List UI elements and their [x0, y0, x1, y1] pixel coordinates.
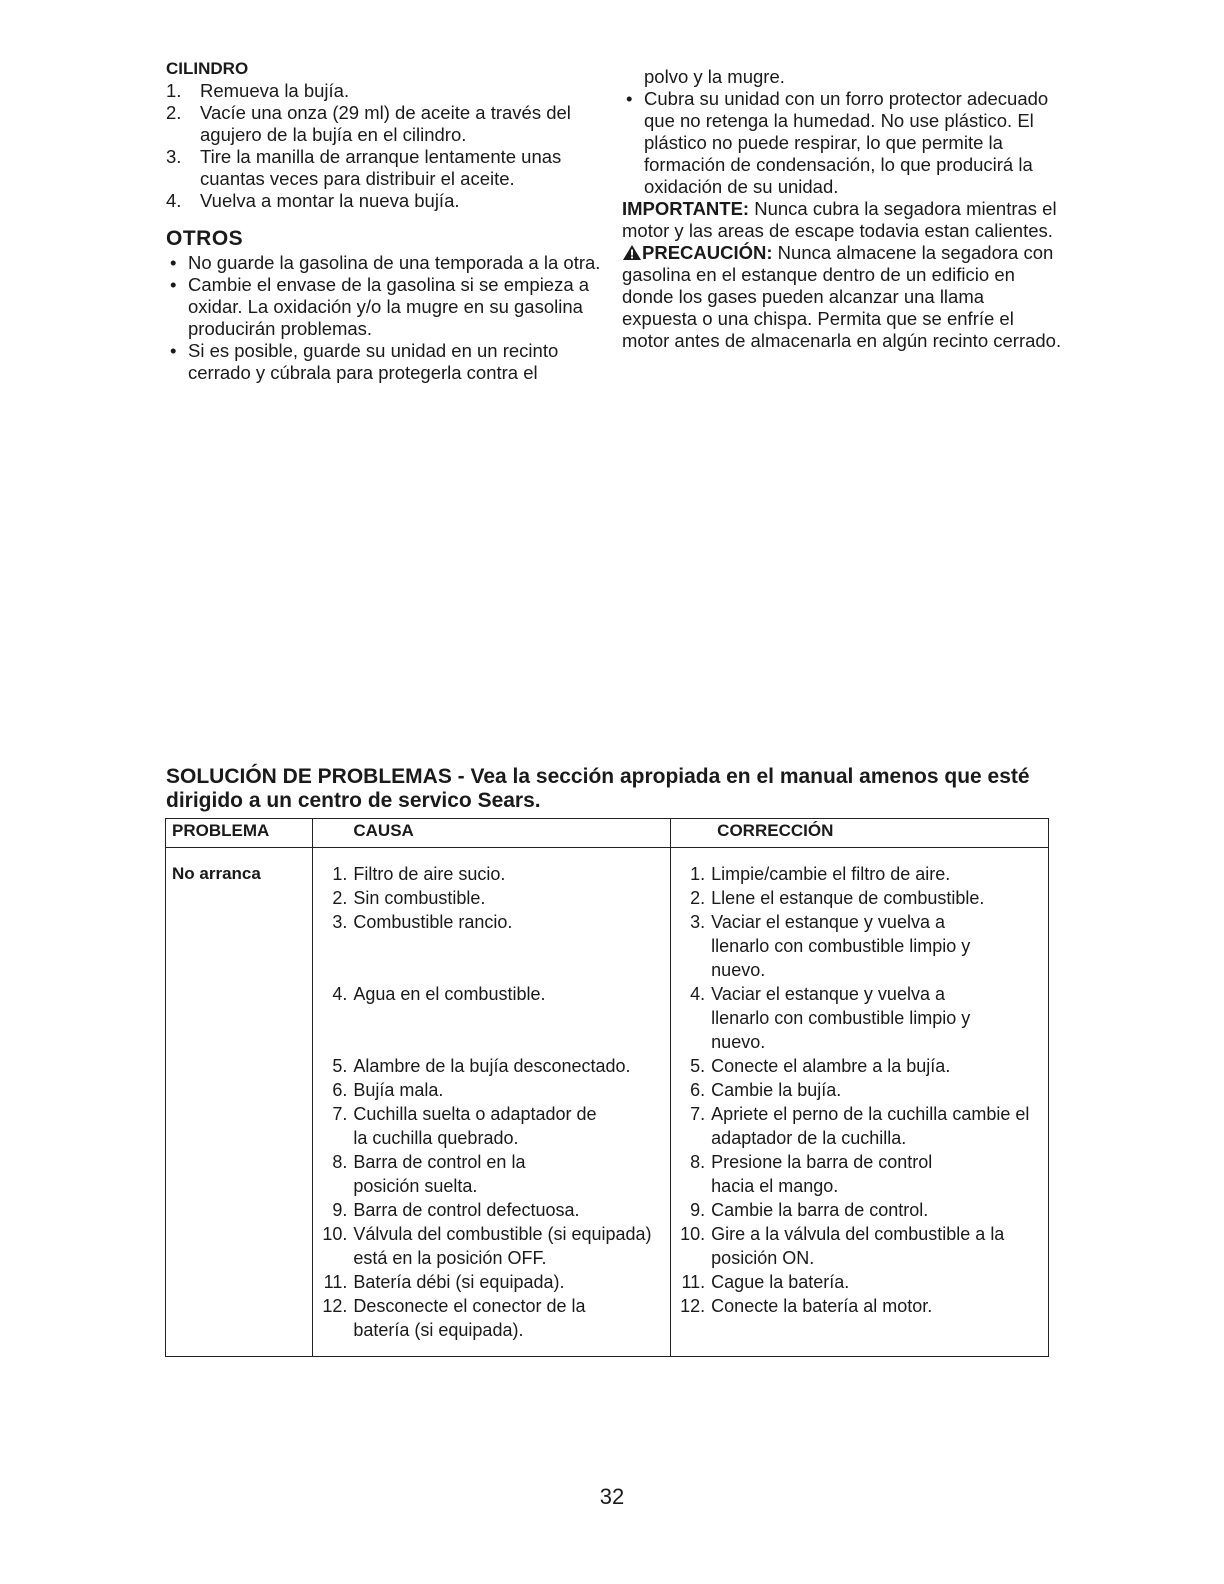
cause-text: Agua en el combustible.	[353, 984, 546, 1004]
continued-text: polvo y la mugre.	[644, 66, 785, 87]
item-number: 9.	[690, 1200, 706, 1220]
item-number: 2.	[332, 888, 348, 908]
item-text: Si es posible, guarde su unidad en un recinto cerrado y cúbrala para protegerla contra el	[188, 340, 559, 383]
item-number: 5.	[332, 1056, 348, 1076]
problem-cell: No arranca	[166, 848, 313, 1357]
item-number: 6.	[690, 1080, 706, 1100]
item-number: 6.	[332, 1080, 348, 1100]
step-text: Remueva la bujía.	[200, 80, 350, 101]
item-number: 8.	[690, 1152, 706, 1172]
step-number: 2.	[166, 102, 182, 123]
header-cause: CAUSA	[313, 819, 671, 848]
item-number: 11.	[681, 1272, 706, 1292]
cause-text: Combustible rancio.	[353, 912, 513, 932]
correction-cell	[671, 848, 1049, 1357]
list-item	[166, 190, 606, 212]
otros-heading: OTROS	[166, 227, 244, 250]
correction-text: Limpie/cambie el filtro de aire.	[711, 864, 951, 884]
item-number: 11.	[323, 1272, 348, 1292]
item-number: 4.	[332, 984, 348, 1004]
list-item	[166, 80, 606, 102]
correction-text: Cague la batería.	[711, 1272, 850, 1292]
item-number: 3.	[332, 912, 348, 932]
list-item	[319, 1270, 664, 1294]
list-item	[319, 1222, 653, 1270]
cause-text: Barra de control defectuosa.	[353, 1200, 580, 1220]
cause-text: Sin combustible.	[353, 888, 486, 908]
warning-triangle-icon	[622, 244, 642, 261]
list-item	[677, 1270, 1042, 1294]
header-problem: PROBLEMA	[166, 819, 313, 848]
cover-list	[622, 88, 1062, 198]
list-item	[166, 102, 606, 146]
correction-text: Vaciar el estanque y vuelva a llenarlo con combustible limpio y nuevo.	[711, 912, 971, 980]
list-item	[319, 1294, 613, 1342]
item-text: Cambie el envase de la gasolina si se empieza a oxidar. La oxidación y/o la mugre en su gasolina producirán problemas.	[188, 274, 590, 339]
step-number: 1.	[166, 80, 182, 101]
cause-text: Barra de control en la posición suelta.	[353, 1152, 526, 1196]
correction-list	[677, 862, 1042, 1318]
correction-text: Llene el estanque de combustible.	[711, 888, 985, 908]
list-item	[677, 1102, 1031, 1150]
list-item	[166, 340, 606, 384]
list-item	[319, 1054, 664, 1078]
correction-text: Cambie la bujía.	[711, 1080, 842, 1100]
item-number: 1.	[332, 864, 348, 884]
cause-text: Alambre de la bujía desconectado.	[353, 1056, 631, 1076]
cause-cell	[313, 848, 671, 1357]
step-text: Vuelva a montar la nueva bujía.	[200, 190, 460, 211]
item-number: 12.	[322, 1296, 348, 1316]
troubleshooting-title: SOLUCIÓN DE PROBLEMAS - Vea la sección apropiada en el manual amenos que esté dirigido a un centro de servico Sears.	[166, 765, 1030, 812]
item-number: 2.	[690, 888, 706, 908]
list-item	[166, 274, 606, 340]
importante-text: Nunca cubra la segadora mientras el motor y las areas de escape todavia estan calientes.	[622, 198, 1057, 241]
list-item	[319, 910, 664, 982]
item-number: 12.	[680, 1296, 706, 1316]
list-item	[319, 982, 664, 1054]
list-item	[319, 1078, 664, 1102]
list-item	[319, 862, 664, 886]
item-text: Cubra su unidad con un forro protector adecuado que no retenga la humedad. No use plástico. El plástico no puede respirar, lo que permite la formación de condensación, lo que producirá la oxidación de su unidad.	[644, 88, 1049, 197]
correction-text: Cambie la barra de control.	[711, 1200, 929, 1220]
table-header-row	[166, 819, 1049, 848]
item-number: 5.	[690, 1056, 706, 1076]
cause-text: Desconecte el conector de la batería (si equipada).	[353, 1296, 586, 1340]
correction-text: Vaciar el estanque y vuelva a llenarlo con combustible limpio y nuevo.	[711, 984, 971, 1052]
item-number: 7.	[690, 1104, 706, 1124]
item-number: 9.	[332, 1200, 348, 1220]
list-item	[677, 982, 1001, 1054]
step-number: 4.	[166, 190, 182, 211]
header-correction: CORRECCIÓN	[671, 819, 1049, 848]
correction-text: Presione la barra de control hacia el mango.	[711, 1152, 933, 1196]
correction-text: Conecte el alambre a la bujía.	[711, 1056, 951, 1076]
list-item	[622, 88, 1062, 198]
list-item	[677, 1078, 1042, 1102]
table-row	[166, 848, 1049, 1357]
list-item	[677, 910, 1001, 982]
item-number: 7.	[332, 1104, 348, 1124]
item-number: 10.	[680, 1224, 706, 1244]
list-item	[677, 1198, 1042, 1222]
list-item	[319, 886, 664, 910]
cause-text: Bujía mala.	[353, 1080, 444, 1100]
list-item	[166, 252, 606, 274]
list-item	[319, 1102, 603, 1150]
item-text: No guarde la gasolina de una temporada a la otra.	[188, 252, 601, 273]
cilindro-heading: CILINDRO	[166, 59, 249, 78]
item-number: 1.	[690, 864, 706, 884]
list-item	[677, 886, 1042, 910]
list-item	[677, 1222, 1021, 1270]
correction-text: Conecte la batería al motor.	[711, 1296, 933, 1316]
item-number: 3.	[690, 912, 706, 932]
otros-list	[166, 252, 606, 384]
cilindro-steps	[166, 80, 606, 212]
item-number: 4.	[690, 984, 706, 1004]
cause-text: Cuchilla suelta o adaptador de la cuchilla quebrado.	[353, 1104, 597, 1148]
cause-text: Válvula del combustible (si equipada) está en la posición OFF.	[353, 1224, 652, 1268]
step-text: Tire la manilla de arranque lentamente unas cuantas veces para distribuir el aceite.	[200, 146, 562, 189]
precaucion-note	[622, 242, 1062, 352]
bullet: •	[626, 88, 633, 109]
cause-text: Filtro de aire sucio.	[353, 864, 506, 884]
correction-text: Apriete el perno de la cuchilla cambie el adaptador de la cuchilla.	[711, 1104, 1030, 1148]
page-number: 32	[599, 1484, 625, 1509]
list-item	[166, 146, 606, 190]
precaucion-label: PRECAUCIÓN:	[642, 242, 773, 263]
importante-note	[622, 198, 1062, 242]
list-item	[677, 1150, 971, 1198]
list-item	[677, 1294, 1042, 1318]
left-column	[166, 58, 606, 384]
step-number: 3.	[166, 146, 182, 167]
cause-list	[319, 862, 664, 1342]
step-text: Vacíe una onza (29 ml) de aceite a través del agujero de la bujía en el cilindro.	[200, 102, 571, 145]
right-column	[622, 66, 1062, 352]
precaucion-text: Nunca almacene la segadora con gasolina en el estanque dentro de un edificio en donde los gases pueden alcanzar una llama expuesta o una chispa. Permita que se enfríe el motor antes de almacenarla en algún recinto cerrado.	[622, 242, 1062, 351]
cause-text: Batería débi (si equipada).	[353, 1272, 565, 1292]
item-number: 8.	[332, 1152, 348, 1172]
list-item	[677, 1054, 1042, 1078]
troubleshooting-table	[165, 818, 1049, 1357]
item-number: 10.	[322, 1224, 348, 1244]
bullet: •	[170, 340, 177, 361]
list-item	[677, 862, 1042, 886]
correction-text: Gire a la válvula del combustible a la posición ON.	[711, 1224, 1005, 1268]
bullet: •	[170, 252, 177, 273]
list-item	[319, 1150, 563, 1198]
importante-label: IMPORTANTE:	[622, 198, 750, 219]
bullet: •	[170, 274, 177, 295]
list-item	[319, 1198, 664, 1222]
